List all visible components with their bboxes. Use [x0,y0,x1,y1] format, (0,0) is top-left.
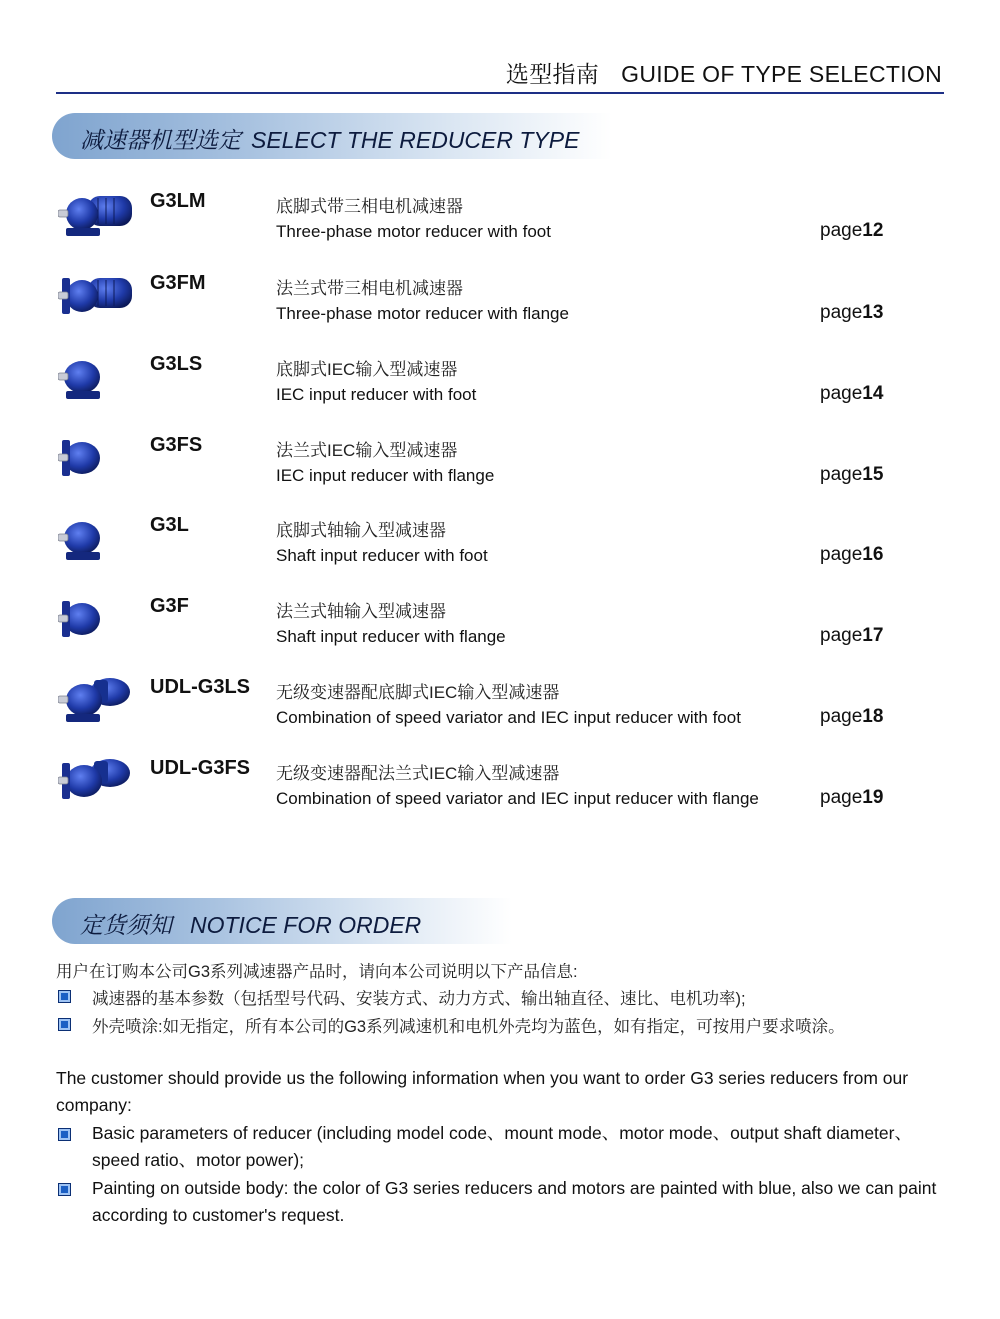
page-number: 12 [862,220,884,241]
page-reference [820,464,883,486]
product-code: G3F [150,595,189,617]
product-row [0,272,1000,352]
product-desc-en: Three-phase motor reducer with foot [276,222,551,241]
product-row [0,757,1000,837]
product-desc-cn: 法兰式IEC输入型减速器 [276,441,458,460]
page-number: 15 [862,464,884,485]
page-reference [820,787,883,809]
product-code: UDL-G3FS [150,757,250,779]
page-number: 14 [862,383,884,404]
bullet-icon [58,990,71,1003]
variator-foot-icon [58,668,136,732]
bullet-icon [58,1128,71,1141]
page-reference [820,302,883,324]
notice-cn-intro: 用户在订购本公司G3系列减速器产品时，请向本公司说明以下产品信息: [56,963,578,981]
page-label: page [820,302,863,323]
product-row [0,353,1000,433]
motor-foot-icon [58,182,136,246]
header-rule [56,92,944,94]
product-desc-cn: 底脚式带三相电机减速器 [276,197,463,216]
section1-title-en: SELECT THE REDUCER TYPE [251,127,580,153]
page-reference [820,625,883,647]
header-title-en: GUIDE OF TYPE SELECTION [621,61,942,87]
product-desc-en: IEC input reducer with flange [276,466,495,485]
page-label: page [820,383,863,404]
product-desc-cn: 法兰式轴输入型减速器 [276,602,446,621]
variator-flange-icon [58,749,136,813]
notice-cn-item: 减速器的基本参数（包括型号代码、安装方式、动力方式、输出轴直径、速比、电机功率); [92,990,746,1008]
product-desc-cn: 法兰式带三相电机减速器 [276,279,463,298]
product-code: G3FS [150,434,203,456]
page-reference [820,544,883,566]
page-label: page [820,787,863,808]
product-desc-en: Shaft input reducer with foot [276,546,488,565]
product-desc-en: Combination of speed variator and IEC input reducer with foot [276,708,741,727]
product-row [0,595,1000,675]
product-row [0,434,1000,514]
iec-foot-icon [58,345,136,409]
iec-flange-icon [58,426,136,490]
shaft-foot-icon [58,506,136,570]
section2-title-en: NOTICE FOR ORDER [190,912,422,938]
bullet-icon [58,1183,71,1196]
product-row [0,676,1000,756]
product-desc-cn: 底脚式IEC输入型减速器 [276,360,458,379]
product-desc-cn: 无级变速器配法兰式IEC输入型减速器 [276,764,560,783]
page-label: page [820,625,863,646]
page-number: 18 [862,706,884,727]
product-desc-cn: 无级变速器配底脚式IEC输入型减速器 [276,683,560,702]
shaft-flange-icon [58,587,136,651]
motor-flange-icon [58,264,136,328]
notice-en-item: Painting on outside body: the color of G3 series reducers and motors are painted with blue, also we can paint according to customer's request. [92,1178,937,1225]
product-row [0,190,1000,270]
product-row [0,514,1000,594]
product-desc-cn: 底脚式轴输入型减速器 [276,521,446,540]
page-reference [820,383,883,405]
page-label: page [820,464,863,485]
page-reference [820,220,883,242]
product-code: G3FM [150,272,206,294]
page-number: 13 [862,302,884,323]
product-code: UDL-G3LS [150,676,250,698]
product-code: G3LM [150,190,206,212]
page-number: 16 [862,544,884,565]
product-code: G3LS [150,353,203,375]
bullet-icon [58,1018,71,1031]
product-desc-en: Shaft input reducer with flange [276,627,506,646]
section-band-notice [52,898,512,944]
product-desc-en: Combination of speed variator and IEC input reducer with flange [276,789,759,808]
product-desc-en: Three-phase motor reducer with flange [276,304,569,323]
product-code: G3L [150,514,189,536]
page-number: 19 [862,787,884,808]
page-header [506,56,942,89]
page-label: page [820,706,863,727]
notice-cn-item: 外壳喷涂:如无指定，所有本公司的G3系列减速机和电机外壳均为蓝色，如有指定，可按用户要求喷涂。 [92,1018,845,1036]
notice-en-intro: The customer should provide us the following information when you want to order G3 series reducers from our company: [56,1068,909,1115]
page-label: page [820,544,863,565]
header-title-cn: 选型指南 [505,61,600,87]
section1-title-cn: 减速器机型选定 [80,127,241,153]
page-number: 17 [862,625,884,646]
section-band-select-type [52,113,612,159]
page-reference [820,706,883,728]
notice-en-item: Basic parameters of reducer (including model code、mount mode、motor mode、output shaft diameter、speed ratio、motor power); [92,1123,912,1170]
page-label: page [820,220,863,241]
product-desc-en: IEC input reducer with foot [276,385,477,404]
section2-title-cn: 定货须知 [80,912,172,938]
